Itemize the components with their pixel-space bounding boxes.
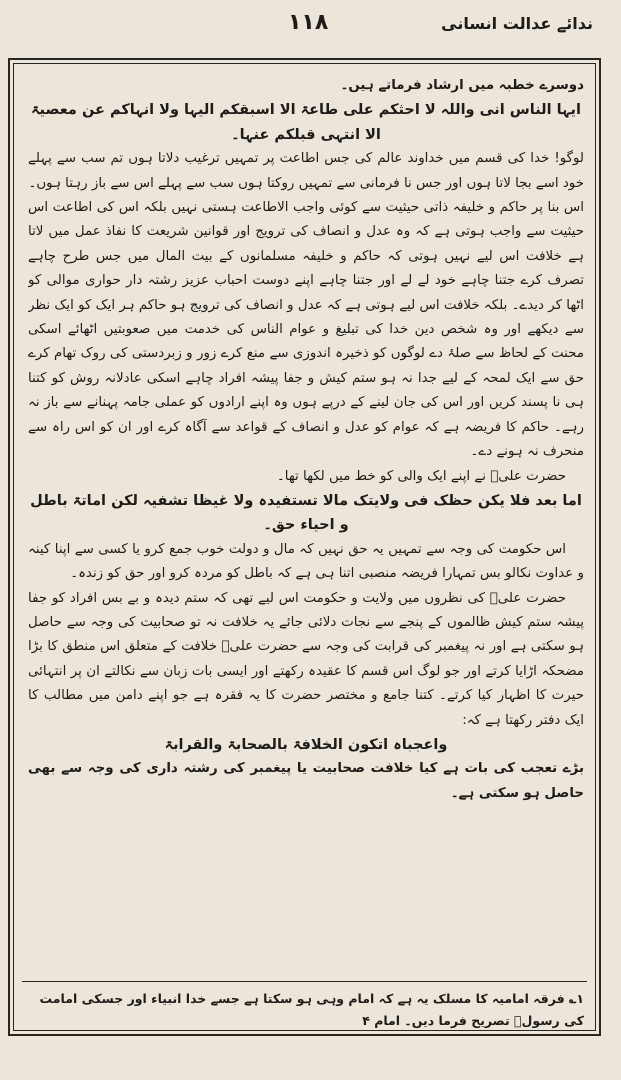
paragraph-intro: دوسرے خطبہ میں ارشاد فرماتے ہیں۔	[340, 78, 584, 93]
paragraph-translation-2: اس حکومت کی وجہ سے تمہیں یہ حق نہیں کہ مال و دولت خوب جمع کرو یا کسی سے اپنا کینہ و عداوت نکالو بس تمہارا فریضہ منصبی اتنا ہی ہے کہ باطل کو مردہ کرو اور حق کو زندہ۔	[28, 541, 584, 582]
footnote-divider	[22, 981, 587, 982]
paragraph-caliphate: اس بنا پر حاکم و خلیفہ ذاتی حیثیت سے کوئی واجب الاطاعت ہستی نہیں بلکہ اس کی اطاعت اس حیثیت سے واجب ہوتی ہے کہ وہ عدل و انصاف کی ترویج اور قوانین شریعت کا نفاذ عمل میں لاتا ہے خلافت اس لیے نہیں ہوتی کہ حاکم و خلیفہ مسلمانوں کے بیت المال میں جس طرح چاہے تصرف کرے جتنا چاہے خود لے لے اور جتنا چاہے اپنے دوست احباب عزیز رشتہ دار حواری موالی کو اٹھا کر دیدے۔ بلکہ خلافت اس لیے ہوتی ہے کہ عدل و انصاف کی ترویج ہو حاکم ہر ایک کو ایک نظر سے دیکھے اور وہ شخص دین خدا کی تبلیغ و عوام الناس کی خدمت میں صعوبتیں اٹھائے اسکی محنت کے لحاظ سے صلۂ دے لوگوں کو ذخیرہ اندوزی سے منع کرے زور و زبردستی کی روک تھام کرے حق سے ایک لمحہ کے لیے جدا نہ ہو ستم کیش و جفا پیشہ افراد چاہے اسکی عادلانہ روش کو کتنا ہی نا پسند کریں اور اس کی جان لینے کے درپے ہوں وہ اپنے ارادوں کو عملی جامہ پہنانے سے باز نہ رہے۔ حاکم کا فریضہ ہے کہ عوام کو عدل و انصاف کے قواعد سے آگاہ کرے اور ان کو اس راہ سے منحرف نہ ہونے دے۔	[28, 200, 584, 460]
paragraph-governance: حضرت علیؑ کی نظروں میں ولایت و حکومت اس لیے تھی کہ ستم دیدہ و بے بس افراد کو جفا پیشہ ستم کیش ظالموں کے پنجے سے نجات دلائی جائے یہ خلافت نہ تو صحابیت کی وجہ سے حاصل ہو سکتی ہے اور نہ پیغمبر کی قرابت کی وجہ سے حضرت علیؑ خلافت کے متعلق اس منطق کا بڑا مضحکہ اڑایا کرتے اور جو لوگ اس قسم کا عقیدہ رکھتے اور ایسی بات زبان سے نکالتے ان پر انتہائی حیرت کا اظہار کیا کرتے۔ کتنا جامع و مختصر حضرت کا یہ فقرہ ہے جو اپنے دامن میں مطالب کا ایک دفتر رکھتا ہے کہ:	[28, 590, 584, 728]
arabic-quote-1: ایہا الناس انی واللہ لا احثکم علی طاعۃ الا اسبقکم الیہا ولا انہاکم عن معصیۃ الا انتہی قبلکم عنہا۔	[31, 102, 581, 143]
page-number: ۱۱۸	[288, 10, 329, 35]
paragraph-translation-1: لوگو! خدا کی قسم میں خداوند عالم کی جس اطاعت پر تمہیں ترغیب دلاتا ہوں تم سب سے پہلے خود اسے بجا لاتا ہوں اور جس نا فرمانی سے تمہیں روکتا ہوں سب سے پہلے اس سے باز رہتا ہوں۔	[28, 151, 584, 191]
page-header	[0, 0, 621, 44]
footnote: ۱؎ فرقہ امامیہ کا مسلک یہ ہے کہ امام وہی ہو سکتا ہے جسے خدا انبیاء اور جسکی امامت کی رسولؐ تصریح فرما دیں۔ امام ۴	[39, 991, 584, 1028]
paragraph-letter-intro: حضرت علیؑ نے اپنے ایک والی کو خط میں لکھا تھا۔	[276, 468, 566, 484]
arabic-quote-2: اما بعد فلا یکن حظک فی ولایتک مالا تستفیدہ ولا غیظا تشفیہ لکن اماتۃ باطل و احیاء حق۔	[30, 492, 582, 534]
arabic-quote-3: واعجباہ اتکون الخلافۃ بالصحابۃ والقرابۃ	[164, 736, 448, 753]
running-title: ندائے عدالت انسانی	[441, 14, 593, 33]
paragraph-translation-3: بڑے تعجب کی بات ہے کیا خلافت صحابیت یا پیغمبر کی رشتہ داری کی وجہ سے بھی حاصل ہو سکتی ہے۔	[28, 761, 584, 801]
body-text	[28, 74, 584, 974]
